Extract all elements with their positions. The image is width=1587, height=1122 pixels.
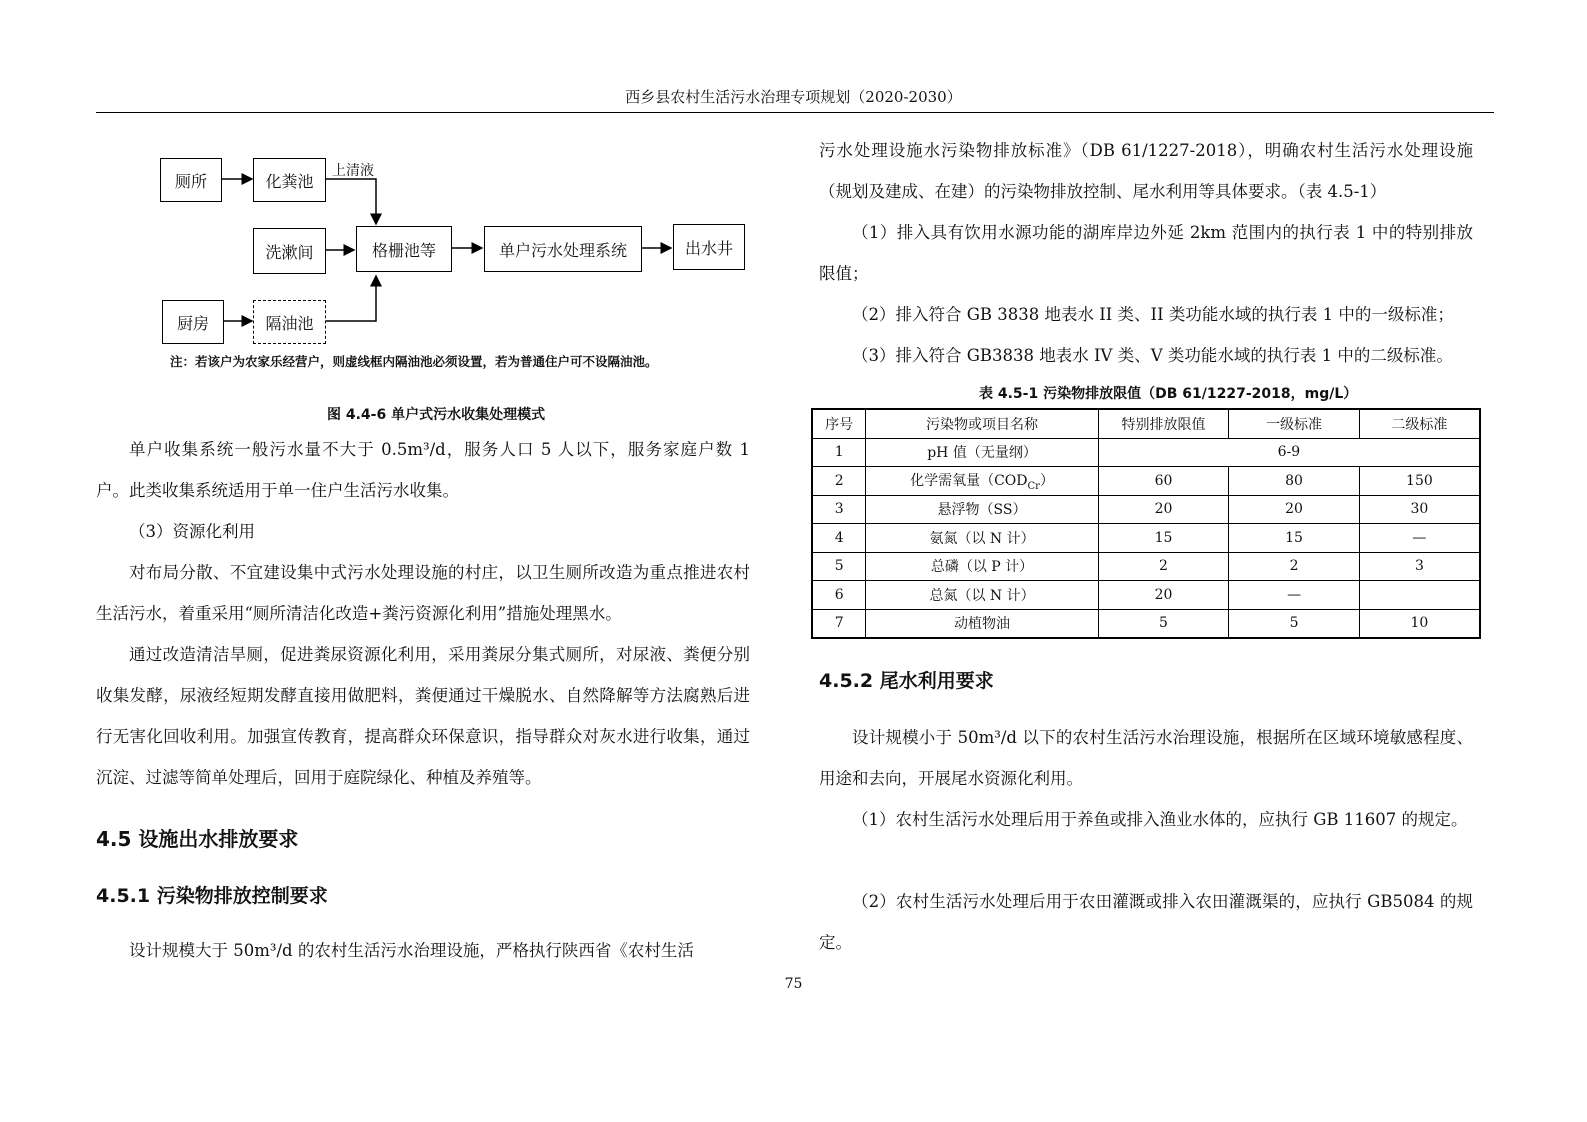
table-row — [812, 609, 1480, 638]
arrow-grease-grate — [326, 276, 376, 321]
table-cell: 5 — [1098, 609, 1229, 638]
cod-subscript: Cr — [1027, 480, 1040, 492]
right-paragraph-3: （2）排入符合 GB 3838 地表水 II 类、II 类功能水域的执行表 1 中的一级标准； — [852, 305, 1454, 324]
table-cell: 15 — [1229, 524, 1360, 553]
node-household-system: 单户污水处理系统 — [484, 226, 642, 272]
table-row — [812, 524, 1480, 553]
pollutant-limits-table — [811, 408, 1481, 639]
table-cell: 5 — [812, 552, 866, 581]
table-cell: 悬浮物（SS） — [866, 495, 1098, 524]
node-outlet-well: 出水井 — [673, 224, 745, 270]
table-cell: 7 — [812, 609, 866, 638]
left-paragraph-1: 单户收集系统一般污水量不大于 0.5m³/d，服务人口 5 人以下，服务家庭户数 1 户。此类收集系统适用于单一住户生活污水收集。 — [96, 440, 750, 500]
table-cell — [1359, 581, 1480, 610]
header-divider — [96, 112, 1494, 113]
section-heading-4-5: 4.5 设施出水排放要求 — [96, 827, 299, 851]
table-cell: 3 — [1359, 552, 1480, 581]
table-cell: pH 值（无量纲） — [866, 438, 1098, 467]
table-cell: 总氮（以 N 计） — [866, 581, 1098, 610]
table-header-cell: 特别排放限值 — [1098, 409, 1229, 438]
right-paragraph-1: 污水处理设施水污染物排放标准》（DB 61/1227-2018），明确农村生活污水处理设施（规划及建成、在建）的污染物排放控制、尾水利用等具体要求。（表 4.5-1） — [819, 141, 1473, 201]
flow-diagram — [150, 148, 760, 380]
supernatant-label: 上清液 — [332, 163, 374, 179]
right-paragraph-7: （2）农村生活污水处理后用于农田灌溉或排入农田灌溉渠的，应执行 GB5084 的规定。 — [819, 892, 1473, 952]
left-paragraph-4: 通过改造清洁旱厕，促进粪尿资源化利用，采用粪尿分集式厕所，对尿液、粪便分别收集发酵，尿液经短期发酵直接用做肥料，粪便通过干燥脱水、自然降解等方法腐熟后进行无害化回收利用。加强宣传教育，提高群众环保意识，指导群众对灰水进行收集，通过沉淀、过滤等简单处理后，回用于庭院绿化、种植及养殖等。 — [96, 645, 750, 787]
table-cell: 20 — [1098, 581, 1229, 610]
table-cell: 2 — [1229, 552, 1360, 581]
table-cell: 2 — [1098, 552, 1229, 581]
right-paragraph-4: （3）排入符合 GB3838 地表水 IV 类、V 类功能水域的执行表 1 中的二级标准。 — [852, 346, 1453, 365]
table-cell: — — [1359, 524, 1480, 553]
figure-caption: 图 4.4-6 单户式污水收集处理模式 — [327, 407, 546, 423]
table-header-cell: 二级标准 — [1359, 409, 1480, 438]
right-paragraph-2: （1）排入具有饮用水源功能的湖库岸边外延 2km 范围内的执行表 1 中的特别排放限值； — [819, 223, 1473, 283]
section-heading-4-5-2: 4.5.2 尾水利用要求 — [819, 670, 994, 692]
table-cell: 6-9 — [1098, 438, 1480, 467]
table-cell: 1 — [812, 438, 866, 467]
table-cell: 3 — [812, 495, 866, 524]
table-row — [812, 495, 1480, 524]
arrow-supernatant — [326, 179, 376, 224]
table-cell: 氨氮（以 N 计） — [866, 524, 1098, 553]
table-title: 表 4.5-1 污染物排放限值（DB 61/1227-2018，mg/L） — [979, 386, 1358, 402]
table-cell: 15 — [1098, 524, 1229, 553]
table-cell — [866, 467, 1098, 496]
left-paragraph-3: 对布局分散、不宜建设集中式污水处理设施的村庄，以卫生厕所改造为重点推进农村生活污水，着重采用“厕所清洁化改造+粪污资源化利用”措施处理黑水。 — [96, 563, 750, 623]
page-header: 西乡县农村生活污水治理专项规划（2020-2030） — [625, 88, 962, 106]
table-cell: 20 — [1229, 495, 1360, 524]
node-toilet: 厕所 — [160, 158, 222, 202]
table-cell: 6 — [812, 581, 866, 610]
node-kitchen: 厨房 — [162, 300, 224, 344]
table-cell: 30 — [1359, 495, 1480, 524]
table-cell: 80 — [1229, 467, 1360, 496]
table-cell: 20 — [1098, 495, 1229, 524]
table-cell: 10 — [1359, 609, 1480, 638]
table-cell: 动植物油 — [866, 609, 1098, 638]
table-cell: 4 — [812, 524, 866, 553]
node-wash-room: 洗漱间 — [253, 228, 326, 274]
cod-label-end: ） — [1039, 472, 1054, 489]
flow-arrows — [150, 148, 760, 380]
table-row — [812, 438, 1480, 467]
figure-note: 注：若该户为农家乐经营户，则虚线框内隔油池必须设置，若为普通住户可不设隔油池。 — [170, 354, 658, 369]
table-cell: 总磷（以 P 计） — [866, 552, 1098, 581]
left-paragraph-2: （3）资源化利用 — [129, 522, 255, 541]
table-header-cell: 序号 — [812, 409, 866, 438]
table-cell: 2 — [812, 467, 866, 496]
table-cell: 150 — [1359, 467, 1480, 496]
table-row — [812, 467, 1480, 496]
table-header-cell: 一级标准 — [1229, 409, 1360, 438]
node-grease-trap: 隔油池 — [253, 300, 326, 344]
table-row — [812, 552, 1480, 581]
table-cell: 60 — [1098, 467, 1229, 496]
table-cell: 5 — [1229, 609, 1360, 638]
left-paragraph-5: 设计规模大于 50m³/d 的农村生活污水治理设施，严格执行陕西省《农村生活 — [129, 941, 694, 960]
cod-label: 化学需氧量（COD — [910, 472, 1028, 489]
table-header-row — [812, 409, 1480, 438]
table-header-cell: 污染物或项目名称 — [866, 409, 1098, 438]
node-septic-tank: 化粪池 — [253, 158, 326, 202]
section-heading-4-5-1: 4.5.1 污染物排放控制要求 — [96, 885, 328, 907]
right-paragraph-5: 设计规模小于 50m³/d 以下的农村生活污水治理设施，根据所在区域环境敏感程度、用途和去向，开展尾水资源化利用。 — [819, 728, 1473, 788]
node-grate-tank: 格栅池等 — [356, 226, 452, 272]
table-cell: — — [1229, 581, 1360, 610]
table-row — [812, 581, 1480, 610]
page-number: 75 — [784, 976, 803, 992]
right-paragraph-6: （1）农村生活污水处理后用于养鱼或排入渔业水体的，应执行 GB 11607 的规定。 — [852, 810, 1468, 829]
